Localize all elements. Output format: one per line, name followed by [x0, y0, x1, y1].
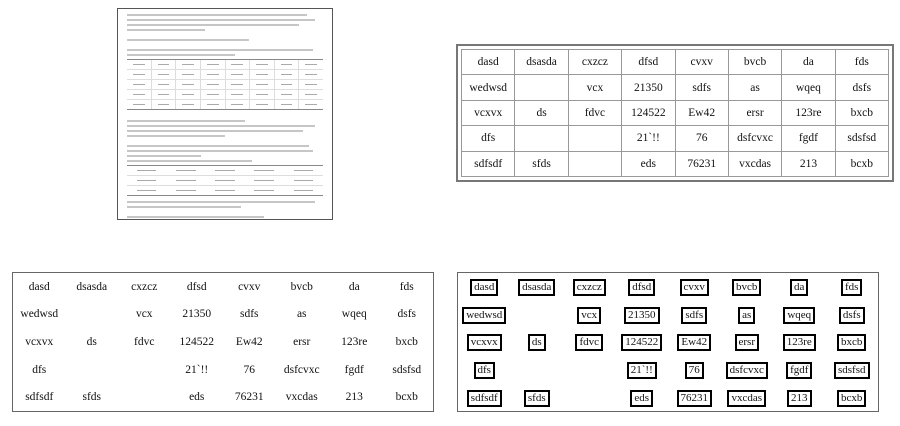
- table-cell: [511, 356, 564, 384]
- table-cell: fgdf: [344, 363, 364, 376]
- table-cell: [668, 328, 721, 356]
- table-cell: 21350: [622, 75, 675, 100]
- table-cell: [458, 356, 511, 384]
- table-cell: dsfcvxc: [728, 126, 781, 151]
- borderless-table-panel: [12, 272, 434, 412]
- table-cell: 21`!!: [622, 126, 675, 151]
- table-cell: [773, 383, 826, 411]
- table-cell: vcxvx: [25, 335, 54, 348]
- table-cell: [616, 356, 669, 384]
- table-row: [462, 75, 889, 100]
- table-cell: wedwsd: [20, 308, 59, 321]
- table-cell: dsfs: [835, 75, 888, 100]
- table-cell: [616, 328, 669, 356]
- document-page-preview: [117, 8, 333, 220]
- table-cell: 76: [675, 126, 728, 151]
- table-cell: sdfs: [675, 75, 728, 100]
- table-cell: dfs: [462, 126, 515, 151]
- table-cell: fdvc: [568, 100, 621, 125]
- detected-cell-box: 123re: [783, 334, 816, 351]
- table-cell: [721, 301, 774, 329]
- table-cell: fds: [399, 280, 414, 293]
- detected-cell-box: wedwsd: [462, 307, 506, 324]
- table-cell: dasd: [28, 280, 50, 293]
- table-cell: cxzcz: [131, 280, 158, 293]
- table-cell: [515, 75, 568, 100]
- table-cell: dfsd: [186, 280, 207, 293]
- table-cell: fds: [835, 50, 888, 75]
- table-row: [462, 151, 889, 176]
- table-cell: 124522: [622, 100, 675, 125]
- table-cell: fdvc: [134, 335, 155, 348]
- table-cell: [721, 383, 774, 411]
- detected-cell-box: dsfs: [839, 307, 865, 324]
- table-row: [458, 383, 878, 411]
- table-cell: bcxb: [835, 151, 888, 176]
- table-cell: sdsfsd: [392, 363, 422, 376]
- detected-cell-box: dfsd: [628, 279, 655, 296]
- table-cell: 213: [345, 391, 363, 404]
- table-cell: [118, 356, 171, 384]
- borderless-table: [13, 273, 433, 411]
- detected-cell-box: bvcb: [732, 279, 761, 296]
- table-cell: [616, 301, 669, 329]
- table-cell: [773, 273, 826, 301]
- table-cell: 21`!!: [185, 363, 209, 376]
- table-cell: bvcb: [290, 280, 313, 293]
- detected-cell-box: fds: [841, 279, 862, 296]
- table-cell: sdfs: [239, 308, 259, 321]
- table-cell: 76231: [234, 391, 264, 404]
- table-cell: sdfsdf: [25, 391, 54, 404]
- detected-cell-box: Ew42: [677, 334, 711, 351]
- table-row: [458, 301, 878, 329]
- detected-cell-box: dsfcvxc: [726, 362, 768, 379]
- table-cell: vcx: [568, 75, 621, 100]
- table-row: [458, 328, 878, 356]
- detected-cell-box: sfds: [524, 390, 550, 407]
- table-cell: [458, 301, 511, 329]
- table-cell: [773, 301, 826, 329]
- table-row: [462, 100, 889, 125]
- detected-cell-box: bcxb: [837, 390, 866, 407]
- table-cell: vxcdas: [728, 151, 781, 176]
- table-cell: ersr: [293, 335, 311, 348]
- table-cell: sfds: [515, 151, 568, 176]
- detected-cell-box: vcxvx: [467, 334, 502, 351]
- detected-cells-table: [458, 273, 878, 411]
- document-embedded-table: [127, 59, 323, 110]
- table-cell: Ew42: [235, 335, 263, 348]
- table-cell: [773, 328, 826, 356]
- detected-cell-box: 213: [787, 390, 812, 407]
- table-cell: [515, 126, 568, 151]
- table-row: [458, 273, 878, 301]
- bordered-table: [461, 49, 889, 177]
- table-cell: [721, 273, 774, 301]
- detected-cell-box: fdvc: [575, 334, 603, 351]
- table-cell: [563, 328, 616, 356]
- bordered-table-panel: [456, 44, 894, 182]
- table-cell: [563, 356, 616, 384]
- table-cell: 21350: [182, 308, 212, 321]
- detected-cell-box: ds: [528, 334, 546, 351]
- table-cell: 76: [243, 363, 255, 376]
- table-cell: bxcb: [395, 335, 418, 348]
- table-cell: dsasda: [76, 280, 108, 293]
- table-cell: 123re: [782, 100, 835, 125]
- table-cell: as: [296, 308, 307, 321]
- table-cell: [668, 356, 721, 384]
- table-cell: [66, 356, 119, 384]
- table-cell: [773, 356, 826, 384]
- table-row: [13, 301, 433, 329]
- detected-cell-box: 76231: [677, 390, 713, 407]
- table-cell: 213: [782, 151, 835, 176]
- table-cell: bcxb: [395, 391, 418, 404]
- table-cell: [458, 383, 511, 411]
- table-cell: 124522: [179, 335, 214, 348]
- table-cell: sfds: [82, 391, 102, 404]
- detected-cell-box: dsasda: [518, 279, 555, 296]
- table-cell: [568, 151, 621, 176]
- table-cell: dasd: [462, 50, 515, 75]
- table-cell: [616, 273, 669, 301]
- table-cell: [511, 301, 564, 329]
- table-cell: sdsfsd: [835, 126, 888, 151]
- table-cell: 76231: [675, 151, 728, 176]
- table-cell: [668, 383, 721, 411]
- detected-cell-box: vxcdas: [727, 390, 766, 407]
- detected-cell-box: bxcb: [837, 334, 866, 351]
- table-cell: cvxv: [238, 280, 261, 293]
- table-cell: cxzcz: [568, 50, 621, 75]
- table-cell: wedwsd: [462, 75, 515, 100]
- table-cell: [458, 273, 511, 301]
- detected-cell-box: sdfsdf: [467, 390, 502, 407]
- table-row: [462, 126, 889, 151]
- table-cell: sdfsdf: [462, 151, 515, 176]
- detected-cell-box: vcx: [577, 307, 601, 324]
- detected-cell-box: dfs: [474, 362, 495, 379]
- table-cell: [826, 328, 879, 356]
- detected-cell-box: 21`!!: [627, 362, 657, 379]
- detected-cell-box: ersr: [735, 334, 760, 351]
- table-row: [13, 356, 433, 384]
- table-cell: [563, 273, 616, 301]
- table-cell: dfsd: [622, 50, 675, 75]
- table-cell: [511, 383, 564, 411]
- detected-cell-box: 21350: [624, 307, 660, 324]
- detected-cell-box: cxzcz: [573, 279, 606, 296]
- table-cell: fgdf: [782, 126, 835, 151]
- table-cell: eds: [622, 151, 675, 176]
- detected-cell-box: eds: [630, 390, 653, 407]
- detected-cell-box: 124522: [621, 334, 662, 351]
- table-cell: as: [728, 75, 781, 100]
- table-row: [458, 356, 878, 384]
- table-cell: cvxv: [675, 50, 728, 75]
- table-row: [13, 383, 433, 411]
- table-cell: [66, 301, 119, 329]
- table-cell: da: [782, 50, 835, 75]
- detected-cell-box: sdsfsd: [834, 362, 870, 379]
- table-cell: ds: [515, 100, 568, 125]
- table-cell: [511, 328, 564, 356]
- table-cell: [568, 126, 621, 151]
- detected-cell-box: wqeq: [783, 307, 815, 324]
- table-cell: bxcb: [835, 100, 888, 125]
- table-cell: [721, 328, 774, 356]
- table-cell: [511, 273, 564, 301]
- table-cell: Ew42: [675, 100, 728, 125]
- detected-cell-box: cvxv: [680, 279, 709, 296]
- detected-cell-box: sdfs: [681, 307, 707, 324]
- table-cell: [458, 328, 511, 356]
- table-row: [13, 328, 433, 356]
- table-cell: ds: [86, 335, 97, 348]
- table-cell: vcxvx: [462, 100, 515, 125]
- table-cell: ersr: [728, 100, 781, 125]
- table-cell: [668, 301, 721, 329]
- detected-cell-box: dasd: [470, 279, 498, 296]
- table-cell: vxcdas: [285, 391, 318, 404]
- table-cell: bvcb: [728, 50, 781, 75]
- table-cell: [721, 356, 774, 384]
- detected-cell-box: as: [738, 307, 755, 324]
- table-cell: [563, 383, 616, 411]
- table-cell: [826, 356, 879, 384]
- table-cell: dsasda: [515, 50, 568, 75]
- table-cell: [616, 383, 669, 411]
- table-cell: [826, 383, 879, 411]
- table-cell: wqeq: [782, 75, 835, 100]
- table-cell: [668, 273, 721, 301]
- table-cell: eds: [189, 391, 205, 404]
- table-cell: [118, 383, 171, 411]
- table-row: [13, 273, 433, 301]
- table-cell: vcx: [135, 308, 153, 321]
- table-row: [462, 50, 889, 75]
- table-cell: dfs: [32, 363, 47, 376]
- detected-cell-box: fgdf: [786, 362, 812, 379]
- table-cell: dsfcvxc: [283, 363, 320, 376]
- table-cell: [563, 301, 616, 329]
- detected-cell-box: da: [790, 279, 808, 296]
- document-second-table: [127, 165, 323, 196]
- detected-cell-box: 76: [685, 362, 704, 379]
- table-cell: 123re: [341, 335, 368, 348]
- table-cell: [826, 301, 879, 329]
- table-cell: da: [348, 280, 360, 293]
- table-cell: wqeq: [341, 308, 367, 321]
- table-cell: [826, 273, 879, 301]
- detected-cells-panel: [457, 272, 879, 412]
- table-cell: dsfs: [397, 308, 417, 321]
